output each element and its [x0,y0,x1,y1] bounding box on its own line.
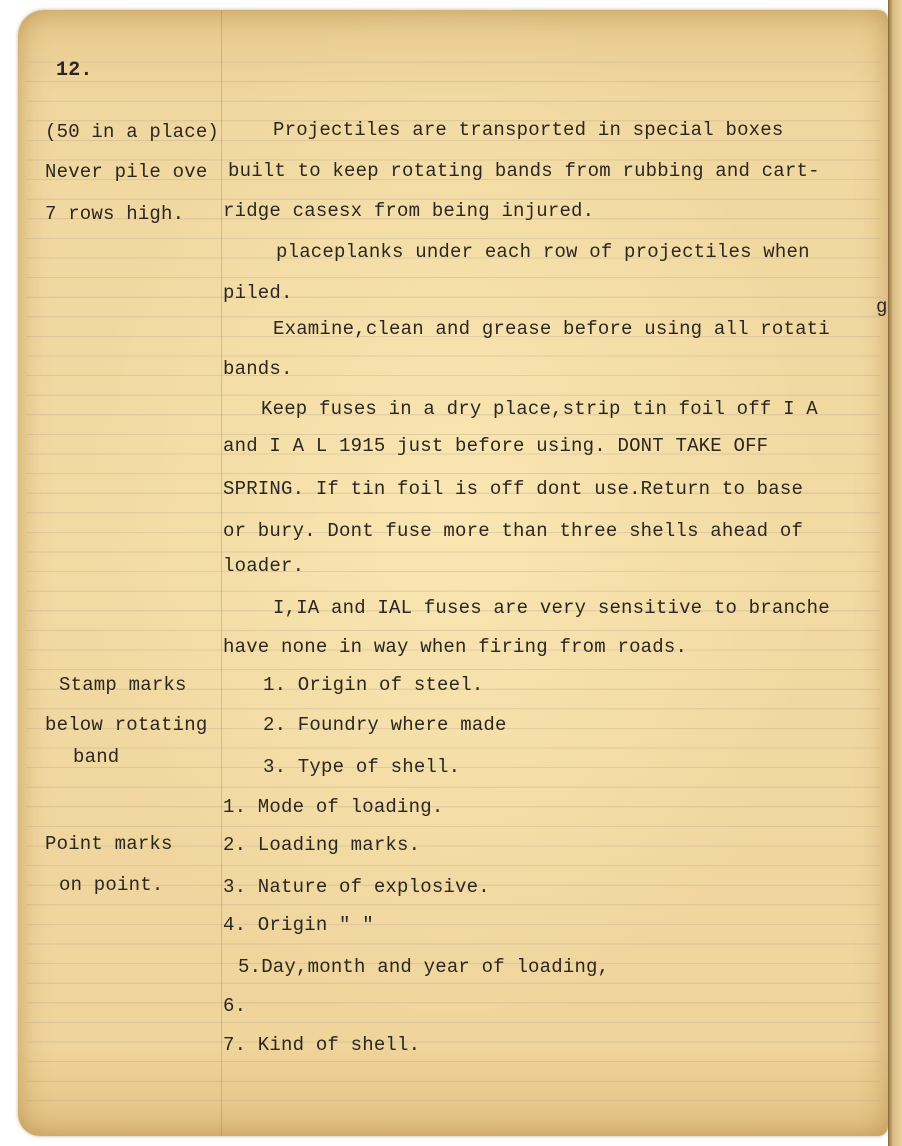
margin-note-point-1: Point marks [45,833,173,855]
margin-line [221,10,222,1136]
sensitive-line-1: I,IA and IAL fuses are very sensitive to branche [273,597,830,619]
grease-line-1: Examine,clean and grease before using all rotati [273,318,830,340]
point-list-item-2: 2. Loading marks. [223,834,421,856]
margin-note-stamp-3: band [73,746,120,768]
point-list-item-6: 6. [223,995,247,1017]
fuses-line-2: and I A L 1915 just before using. DONT TAKE OFF [223,435,769,457]
stamp-list-item-1: 1. Origin of steel. [263,674,484,696]
margin-note-storage-3: 7 rows high. [45,203,185,225]
point-list-item-5: 5.Day,month and year of loading, [238,956,610,978]
page-number: 12. [56,59,93,82]
point-list-item-4: 4. Origin " " [223,914,374,936]
fuses-line-5: loader. [223,555,305,577]
notebook-paper [18,10,888,1136]
point-list-item-1: 1. Mode of loading. [223,796,444,818]
boxes-line-2: built to keep rotating bands from rubbing and cart- [228,160,820,182]
stamp-list-item-3: 3. Type of shell. [263,756,461,778]
sensitive-line-2: have none in way when firing from roads. [223,636,688,658]
fuses-line-4: or bury. Dont fuse more than three shells ahead of [223,520,804,542]
facing-page-edge [888,0,902,1146]
fuses-line-3: SPRING. If tin foil is off dont use.Return to base [223,478,804,500]
stamp-list-item-2: 2. Foundry where made [263,714,507,736]
margin-note-storage-2: Never pile ove [45,161,208,183]
point-list-item-3: 3. Nature of explosive. [223,876,490,898]
boxes-line-3: ridge casesx from being injured. [223,200,595,222]
margin-note-stamp-2: below rotating [45,714,208,736]
margin-note-stamp-1: Stamp marks [59,674,187,696]
point-list-item-7: 7. Kind of shell. [223,1034,421,1056]
fuses-line-1: Keep fuses in a dry place,strip tin foil off I A [261,398,818,420]
grease-line-2: bands. [223,358,293,380]
planks-line-2: piled. [223,282,293,304]
planks-line-1: placeplanks under each row of projectiles when [276,241,810,263]
margin-note-storage-1: (50 in a place) [45,121,220,143]
edge-fragment: g [876,296,888,318]
margin-note-point-2: on point. [59,874,164,896]
boxes-line-1: Projectiles are transported in special boxes [273,119,784,141]
